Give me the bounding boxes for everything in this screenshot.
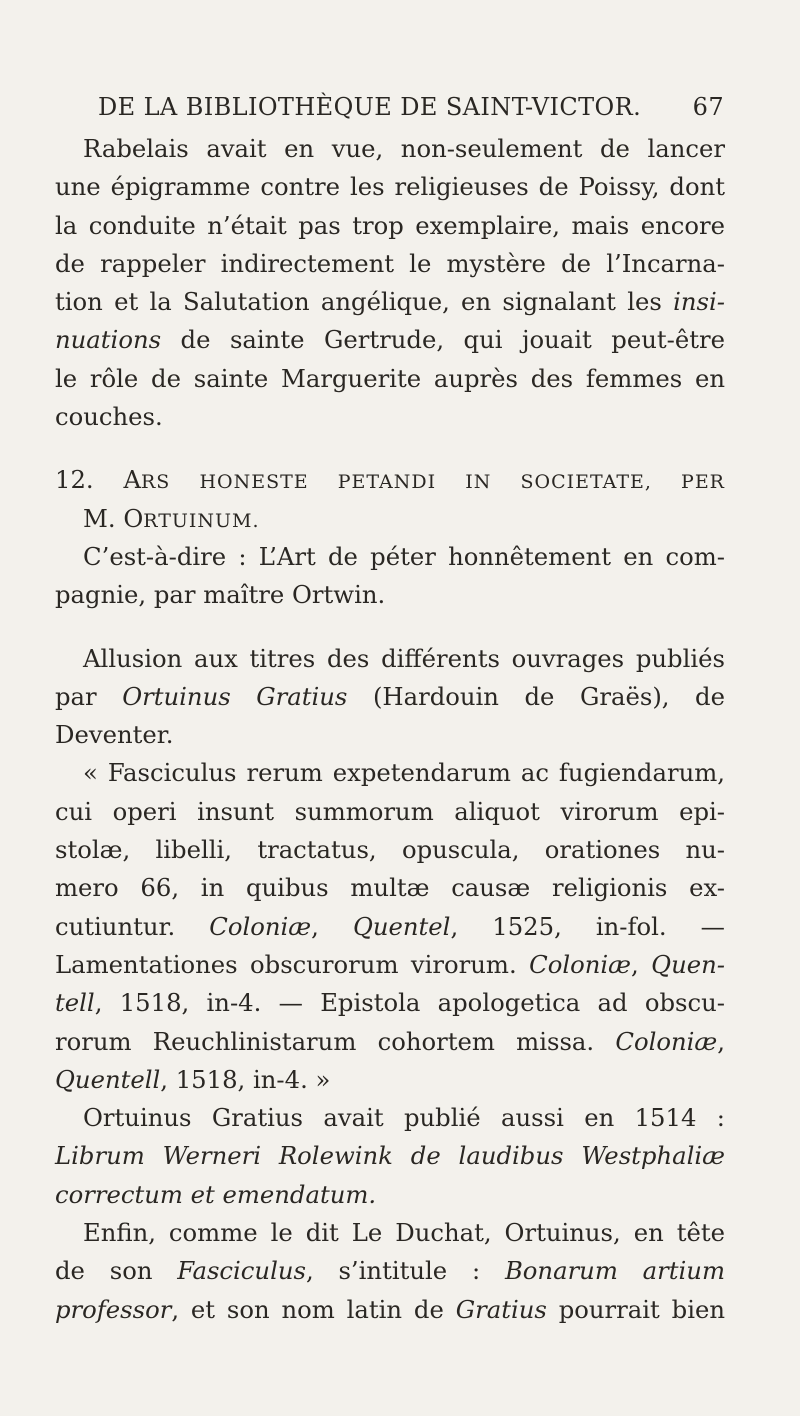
text-line: Quentell, 1518, in-4. » xyxy=(55,1064,331,1094)
entry-number: 12. xyxy=(55,465,94,495)
text-line: le rôle de sainte Marguerite auprès des femmes en xyxy=(55,363,725,393)
text-line: une épigramme contre les religieuses de Poissy, dont xyxy=(55,172,725,202)
italic-term: correctum et emendatum. xyxy=(55,1179,377,1209)
text-line: C’est-à-dire : L’Art de péter honnêtement en com- xyxy=(83,541,725,571)
italic-term: Fasciculus xyxy=(177,1256,306,1286)
entry-title-line: 12. ARS HONESTE PETANDI IN SOCIETATE, PER xyxy=(55,465,725,495)
running-title: DE LA BIBLIOTHÈQUE DE SAINT-VICTOR. xyxy=(98,93,642,121)
text-line: « Fasciculus rerum expetendarum ac fugiendarum, xyxy=(83,758,725,788)
text-line: nuations de sainte Gertrude, qui jouait peut-être xyxy=(55,325,725,355)
text-line: couches. xyxy=(55,402,163,432)
italic-term: Coloniæ xyxy=(529,949,631,979)
text-line xyxy=(55,1176,725,1214)
entry-title-line: M. ORTUINUM. xyxy=(83,503,260,533)
text-line: mero 66, in quibus multæ causæ religionis ex- xyxy=(55,873,725,903)
italic-term: Quentel xyxy=(352,911,451,941)
text-line: cutiuntur. Coloniæ, Quentel, 1525, in-fol. — xyxy=(55,911,725,941)
page-number: 67 xyxy=(692,93,724,121)
text-line: Rabelais avait en vue, non-seulement de lancer xyxy=(83,134,725,163)
italic-term: Quentell xyxy=(55,1064,161,1094)
italic-term: Ortuinus Gratius xyxy=(122,681,348,711)
text-line: rorum Reuchlinistarum cohortem missa. Coloniæ, xyxy=(55,1026,725,1056)
italic-term: tell xyxy=(55,988,95,1018)
text-line: stolæ, libelli, tractatus, opuscula, orationes nu- xyxy=(55,835,725,865)
italic-term: insi- xyxy=(673,287,725,317)
text-line: cui operi insunt summorum aliquot virorum epi- xyxy=(55,796,725,826)
paragraph-gap xyxy=(55,615,725,640)
text-line: professor, et son nom latin de Gratius pourrait bien xyxy=(55,1294,725,1324)
text-line: tell, 1518, in-4. — Epistola apologetica ad obscu- xyxy=(55,988,725,1018)
italic-term: Coloniæ xyxy=(615,1026,718,1056)
italic-term: nuations xyxy=(55,325,162,355)
text-line: de son Fasciculus, s’intitule : Bonarum artium xyxy=(55,1256,725,1286)
text-line: pagnie, par maître Ortwin. xyxy=(55,580,386,610)
page-header xyxy=(98,93,724,127)
text-line: de rappeler indirectement le mystère de l’Incarna- xyxy=(55,248,725,278)
italic-term: Quen- xyxy=(651,949,725,979)
text-line: Enfin, comme le dit Le Duchat, Ortuinus, en tête xyxy=(83,1218,725,1248)
italic-term: Librum Werneri Rolewink de laudibus Westphaliæ xyxy=(55,1141,725,1171)
italic-term: Gratius xyxy=(455,1294,547,1324)
text-line: Deventer. xyxy=(55,720,174,750)
text-line: la conduite n’était pas trop exemplaire, mais encore xyxy=(55,210,725,240)
text-line: Lamentationes obscurorum virorum. Coloniæ, Quen- xyxy=(55,949,725,979)
text-line: Ortuinus Gratius avait publié aussi en 1514 : xyxy=(83,1103,725,1133)
text-line: par Ortuinus Gratius (Hardouin de Graës), de xyxy=(55,681,725,711)
paragraph-gap xyxy=(55,436,725,461)
body-text xyxy=(55,130,725,1329)
italic-term: professor xyxy=(55,1294,172,1324)
text-line: tion et la Salutation angélique, en signalant les insi- xyxy=(55,287,725,317)
italic-term: Bonarum artium xyxy=(504,1256,725,1286)
italic-term: Coloniæ xyxy=(209,911,312,941)
text-line: Allusion aux titres des différents ouvrages publiés xyxy=(83,643,725,673)
text-line xyxy=(55,1137,725,1175)
